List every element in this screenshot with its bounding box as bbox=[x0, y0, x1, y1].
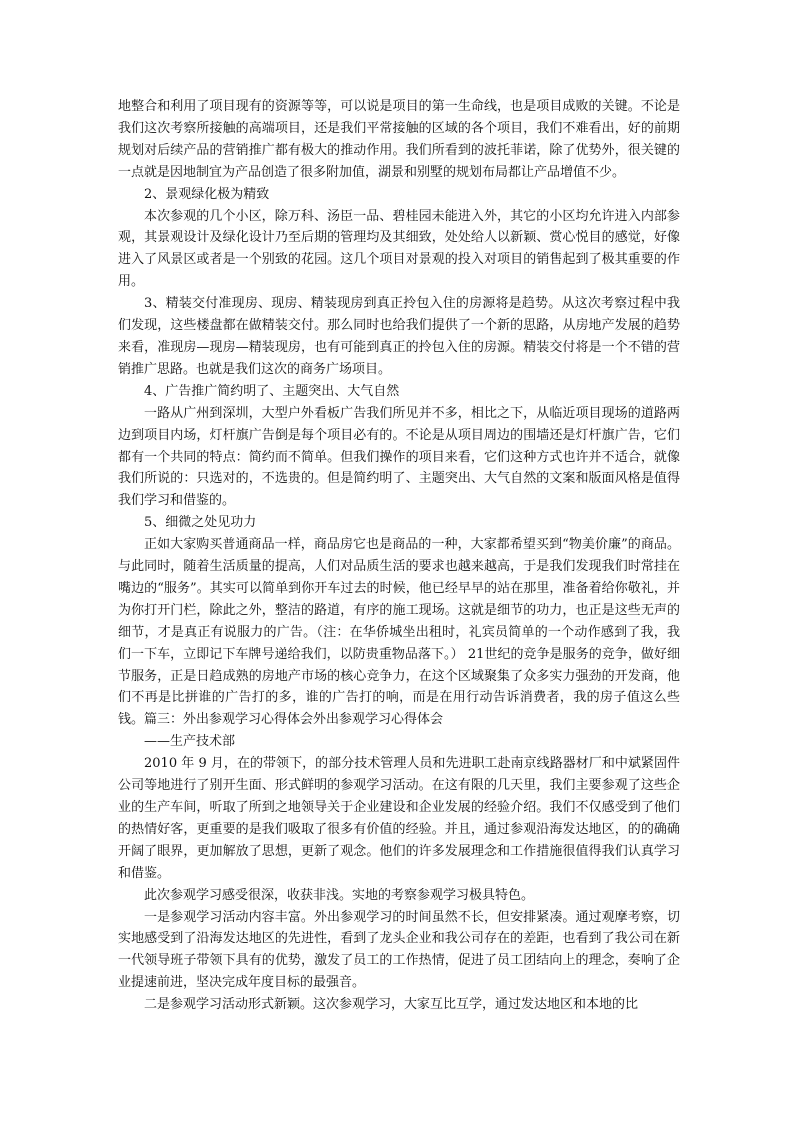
paragraph-planning: 地整合和利用了项目现有的资源等等，可以说是项目的第一生命线，也是项目成败的关键。不论是我们这次考察所接触的高端项目，还是我们平常接触的区域的各个项目，我们不难看出，好的前期规划对后续产品的营销推广都有极大的推动作用。我们所看到的波托菲诺，除了优势外，很关键的一点就是因地制宜为产品创造了很多附加值，湖景和别墅的规划布局都让产品增值不少。 bbox=[118, 99, 680, 180]
paragraph-point-two: 二是参观学习活动形式新颖。这次参观学习，大家互比互学，通过发达地区和本地的比 bbox=[144, 997, 639, 1013]
paragraph-advertising: 一路从广州到深圳，大型户外看板广告我们所见并不多，相比之下，从临近项目现场的道路两边到项目内场，灯杆旗广告倒是每个项目必有的。不论是从项目周边的围墙还是灯杆旗广告，它们都有一个共同的特点：简约而不简单。但我们操作的项目来看，它们这种方式也许并不适合，就像我们所说的：只选对的，不选贵的。但是简约明了、主题突出、大气自然的文案和版面风格是值得我们学习和借鉴的。 bbox=[118, 405, 680, 509]
paragraph-visit-intro: 2010 年 9 月，在的带领下，的部分技术管理人员和先进职工赴南京线路器材厂和中斌紧固件公司等地进行了别开生面、形式鲜明的参观学习活动。在这有限的几天里，我们主要参观了这些企业的生产车间，听取了所到之地领导关于企业建设和企业发展的经验介绍。我们不仅感受到了他们的热情好客，更重要的是我们吸取了很多有价值的经验。并且，通过参观沿海发达地区，的的确确开阔了眼界，更加解放了思想，更新了观念。他们的许多发展理念和工作措施很值得我们认真学习和借鉴。 bbox=[118, 756, 680, 881]
document-body bbox=[118, 96, 680, 1016]
paragraph-feelings: 此次参观学习感受很深，收获非浅。实地的考察参观学习极具特色。 bbox=[144, 887, 535, 903]
heading-landscape: 2、景观绿化极为精致 bbox=[144, 186, 270, 202]
paragraph-point-one: 一是参观学习活动内容丰富。外出参观学习的时间虽然不长，但安排紧凑。通过观摩考察，切实地感受到了沿海发达地区的先进性，看到了龙头企业和我公司存在的差距，也看到了我公司在新一代领导班子带领下具有的优势，激发了员工的工作热情，促进了员工团结向上的理念，奏响了企业提速前进，坚决完成年度目标的最强音。 bbox=[118, 909, 680, 991]
paragraph-landscape: 本次参观的几个小区，除万科、汤臣一品、碧桂园未能进入外，其它的小区均允许进入内部参观，其景观设计及绿化设计乃至后期的管理均及其细致，处处给人以新颖、赏心悦目的感觉，好像进入了风景区或者是一个别致的花园。这几个项目对景观的投入对项目的销售起到了极其重要的作用。 bbox=[118, 208, 680, 290]
paragraph-details: 正如大家购买普通商品一样，商品房它也是商品的一种，大家都希望买到“物美价廉”的商品。与此同时，随着生活质量的提高，人们对品质生活的要求也越来越高，于是我们发现我们时常挂在嘴边的“服务”。其实可以简单到你开车过去的时候，他已经早早的站在那里，准备着给你敬礼，并为你打开门栏，除此之外，整洁的路道，有序的施工现场。这就是细节的功力，也正是这些无声的细节，才是真正有说服力的广告。（注：在华侨城坐出租时，礼宾员简单的一个动作感到了我，我们一下车，立即记下车牌号递给我们，以防贵重物品落下。） 21世纪的竞争是服务的竞争，做好细节服务，正是日趋成熟的房地产市场的核心竞争力，在这个区域聚集了众多实力强劲的开发商，他们不再是比拼谁的广告打的多，谁的广告打的响，而是在用行动告诉消费者，我的房子值这么些钱。篇三：外出参观学习心得体会外出参观学习心得体会 bbox=[118, 537, 680, 728]
paragraph-fitout: 3、精装交付准现房、现房、精装现房到真正拎包入住的房源将是趋势。从这次考察过程中我们发现，这些楼盘都在做精装交付。那么同时也给我们提供了一个新的思路，从房地产发展的趋势来看，准现房—现房—精装现房，也有可能到真正的拎包入住的房源。精装交付将是一个不错的营销推广思路。也就是我们这次的商务广场项目。 bbox=[118, 296, 680, 377]
heading-advertising: 4、广告推广简约明了、主题突出、大气自然 bbox=[144, 383, 400, 399]
heading-details: 5、细微之处见功力 bbox=[144, 515, 257, 531]
department-signature: ——生产技术部 bbox=[144, 734, 236, 750]
